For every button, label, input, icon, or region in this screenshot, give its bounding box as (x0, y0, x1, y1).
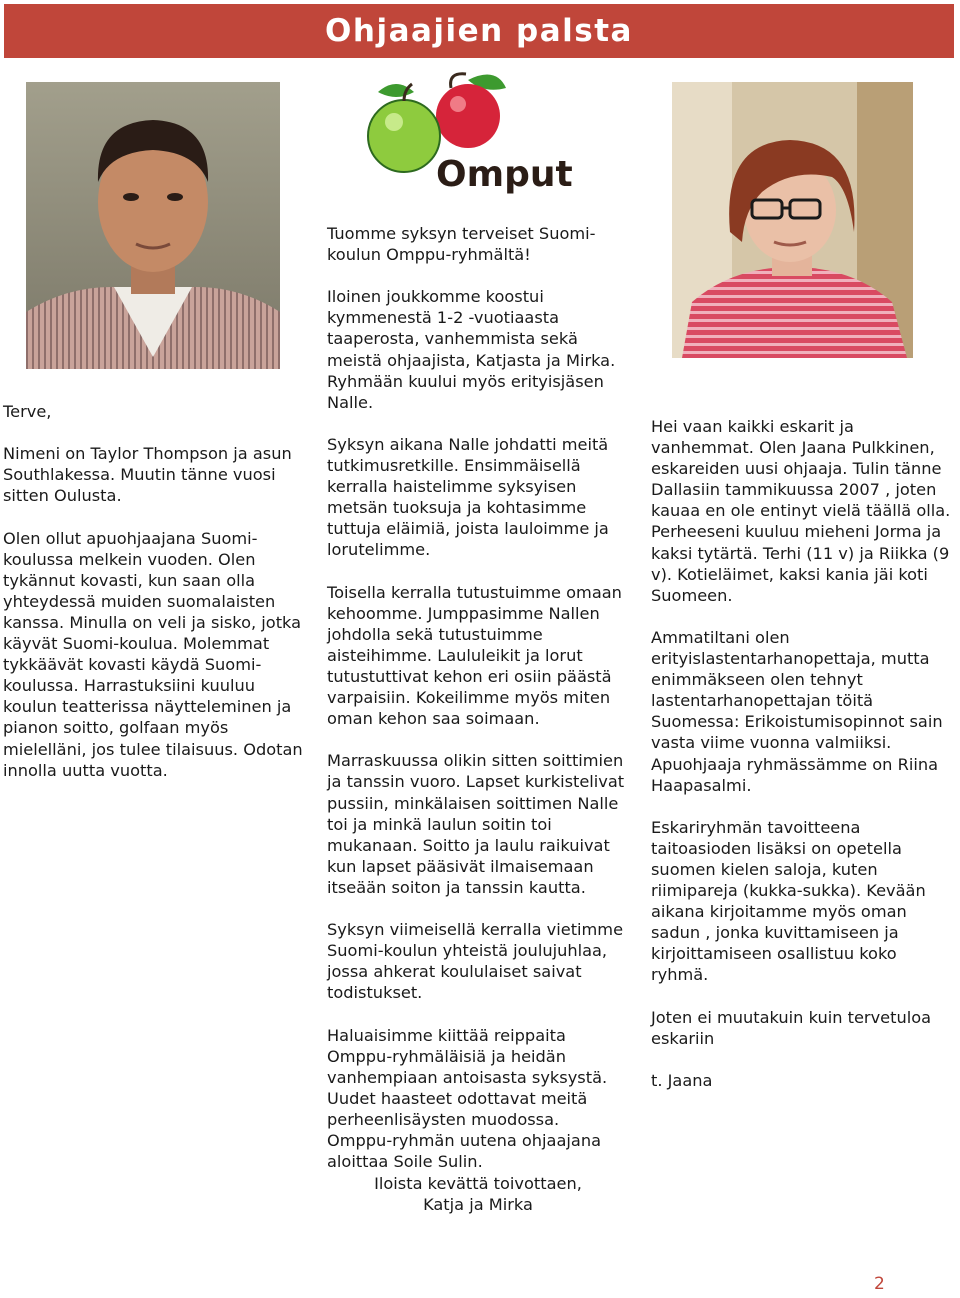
middle-paragraph-6: Syksyn viimeisellä kerralla vietimme Suomi-koulun yhteistä joulujuhlaa, jossa ahkerat koululaiset saivat todistukset. (327, 920, 624, 1003)
right-paragraph-4: Joten ei muutakuin kuin tervetuloa eskariin (651, 1007, 932, 1048)
portrait-woman-image (672, 82, 913, 358)
logo-text: Omput (436, 154, 573, 195)
portrait-photo-woman (672, 82, 913, 358)
left-paragraph-2: Nimeni on Taylor Thompson ja asun Southlakessa. Muutin tänne vuosi sitten Oulusta. (3, 444, 292, 506)
apple-logo-icon (356, 70, 586, 195)
page-title-banner (4, 4, 954, 58)
portrait-photo-boy (26, 82, 280, 369)
middle-paragraph-3: Syksyn aikana Nalle johdatti meitä tutkimusretkille. Ensimmäisellä kerralla haistelimme syksyisen metsän tuoksuja ja kohtasimme tuttuja eläimiä, joista lauloimme ja lorutelimme. (327, 434, 609, 560)
signoff-line-2: Katja ja Mirka (423, 1195, 533, 1215)
right-column-text (651, 416, 954, 1112)
signoff-line-1: Iloista kevättä toivottaen, (374, 1174, 582, 1193)
middle-paragraph-2: Iloinen joukkomme koostui kymmenestä 1-2 -vuotiaasta taaperosta, vanhemmista sekä meistä ohjaajista, Katjasta ja Mirka. Ryhmään kuului myös erityisjäsen Nalle. (327, 287, 616, 412)
middle-paragraph-5: Marraskuussa olikin sitten soittimien ja tanssin vuoro. Lapset kurkistelivat pussiin, minkälaisen soittimen Nalle toi ja minkä laulun soitin toi mukanaan. Soitto ja laulu raikuivat kun lapset pääsivät ilmaisemaan itseään soiton ja tanssin kautta. (327, 751, 625, 897)
right-paragraph-3: Eskariryhmän tavoitteena taitoasioden lisäksi on opetella suomen kielen saloja, kuten riimipareja (kukka-sukka). Kevään aikana kirjoitamme myös oman sadun , jonka kuvittamiseen ja kirjoittamiseen osallistuu koko ryhmä. (651, 817, 926, 985)
right-paragraph-2: Ammatiltani olen erityislastentarhanopettaja, mutta enimmäkseen olen tehnyt lastentarhanopettajan töitä Suomessa: Erikoistumisopinnot sain vasta viime vuonna valmiiksi. Apuohjaaja ryhmässämme on Riina Haapasalmi. (651, 627, 943, 795)
right-paragraph-1: Hei vaan kaikki eskarit ja vanhemmat. Olen Jaana Pulkkinen, eskareiden uusi ohjaaja. Tulin tänne Dallasiin tammikuussa 2007 , joten kauaa en ole entinyt vielä täällä olla. Perheeseni kuuluu mieheni Jorma ja kaksi tytärtä. Terhi (11 v) ja Riikka (9 v). Kotieläimet, kaksi kania jäi koti Suomeen. (651, 417, 951, 605)
page-number: 2 (874, 1274, 885, 1294)
right-paragraph-5: t. Jaana (651, 1070, 713, 1090)
portrait-boy-image (26, 82, 280, 369)
signoff (340, 1173, 616, 1215)
middle-paragraph-7: Haluaisimme kiittää reippaita Omppu-ryhmäläisiä ja heidän vanhempiaan antoisasta syksystä. Uudet haasteet odottavat meitä perheenlisäysten muodossa. Omppu-ryhmän uutena ohjaajana aloittaa Soile Sulin. (327, 1025, 608, 1172)
middle-paragraph-4: Toisella kerralla tutustuimme omaan kehoomme. Jumppasimme Nallen johdolla sekä tutustuimme aisteihimme. Laululeikit ja lorut tutustuttivat kehon eri osiin päästä varpaisiin. Kokeilimme myös miten oman kehon saa soimaan. (327, 582, 622, 729)
left-paragraph-1: Terve, (3, 402, 52, 421)
left-column-text (3, 401, 308, 802)
middle-paragraph-1: Tuomme syksyn terveiset Suomi-koulun Omppu-ryhmältä! (327, 224, 596, 265)
page-title: Ohjaajien palsta (325, 13, 633, 49)
left-paragraph-3: Olen ollut apuohjaajana Suomi-koulussa melkein vuoden. Olen tykännut kovasti, kun saan olla yhteydessä muiden suomalaisten kanssa. Minulla on veli ja sisko, jotka käyvät Suomi-koulua. Molemmat tykkäävät kovasti käydä Suomi-koulussa. Harrastuksiini kuuluu koulun teatterissa näytteleminen ja pianon soitto, golfaan myös mielelläni, jos tulee tilaisuus. Odotan innolla uutta vuotta. (3, 528, 303, 780)
middle-column-text (327, 223, 629, 1193)
omput-logo (356, 70, 586, 195)
